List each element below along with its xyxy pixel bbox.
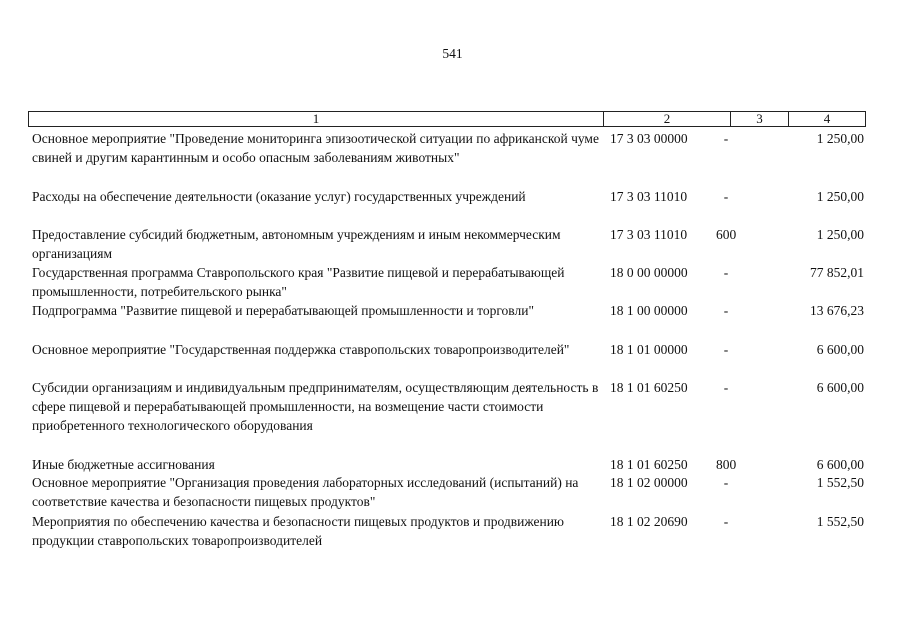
- row-name: Субсидии организациям и индивидуальным предпринимателям, осуществляющим деятельность в сфере пищевой и перерабатывающей промышленности, на возмещение части стоимости приобретенного технологического оборудования: [32, 380, 599, 433]
- row-amount: 6 600,00: [816, 342, 864, 357]
- header-col-4: 4: [823, 111, 831, 126]
- header-col-1: 1: [29, 112, 604, 126]
- row-amount: 6 600,00: [816, 380, 864, 395]
- page-number: 541: [442, 46, 463, 61]
- row-amount: 77 852,01: [810, 265, 864, 280]
- row-code: 18 1 00 00000: [610, 303, 688, 318]
- row-code: 18 1 02 00000: [610, 475, 688, 490]
- row-expense-type: -: [723, 265, 729, 280]
- row-amount: 1 250,00: [816, 131, 864, 146]
- budget-table: [28, 111, 866, 548]
- row-amount: 1 552,50: [816, 514, 864, 529]
- row-amount: 1 250,00: [816, 189, 864, 204]
- row-name: Основное мероприятие "Проведение мониторинга эпизоотической ситуации по африканской чуме свиней и другим карантинным и особо опасным заболеваниям животных": [32, 131, 599, 165]
- row-amount: 13 676,23: [810, 303, 864, 318]
- row-name: Мероприятия по обеспечению качества и безопасности пищевых продуктов и продвижению продукции ставропольских товаропроизводителей: [32, 514, 564, 548]
- row-code: 18 1 01 60250: [610, 380, 688, 395]
- row-name: Предоставление субсидий бюджетным, автономным учреждениям и иным некоммерческим организациям: [32, 227, 561, 261]
- row-amount: 1 250,00: [816, 227, 864, 242]
- row-expense-type: -: [723, 475, 729, 490]
- row-code: 18 1 01 60250: [610, 457, 688, 472]
- row-name: Подпрограмма "Развитие пищевой и перерабатывающей промышленности и торговли": [32, 303, 534, 318]
- row-expense-type: -: [723, 131, 729, 146]
- row-expense-type: -: [723, 342, 729, 357]
- row-expense-type: -: [723, 380, 729, 395]
- row-code: 18 1 02 20690: [610, 514, 688, 529]
- row-code: 18 0 00 00000: [610, 265, 688, 280]
- row-name: Иные бюджетные ассигнования: [32, 457, 215, 472]
- row-name: Основное мероприятие "Организация проведения лабораторных исследований (испытаний) на соответствие качества и безопасности пищевых продуктов": [32, 475, 579, 509]
- row-code: 18 1 01 00000: [610, 342, 688, 357]
- row-name: Основное мероприятие "Государственная поддержка ставропольских товаропроизводителей": [32, 342, 570, 357]
- row-amount: 1 552,50: [816, 475, 864, 490]
- row-code: 17 3 03 11010: [610, 227, 688, 242]
- row-amount: 6 600,00: [816, 457, 864, 472]
- row-code: 17 3 03 11010: [610, 189, 688, 204]
- row-name: Расходы на обеспечение деятельности (оказание услуг) государственных учреждений: [32, 189, 526, 204]
- header-col-3: 3: [731, 112, 789, 126]
- row-expense-type: 800: [716, 457, 737, 472]
- row-name: Государственная программа Ставропольского края "Развитие пищевой и перерабатывающей промышленности, потребительского рынка": [32, 265, 565, 299]
- row-expense-type: -: [723, 189, 729, 204]
- header-col-2: 2: [604, 112, 731, 126]
- row-expense-type: -: [723, 514, 729, 529]
- table-header-row: [28, 111, 866, 127]
- row-expense-type: -: [723, 303, 729, 318]
- row-code: 17 3 03 00000: [610, 131, 688, 146]
- row-expense-type: 600: [716, 227, 737, 242]
